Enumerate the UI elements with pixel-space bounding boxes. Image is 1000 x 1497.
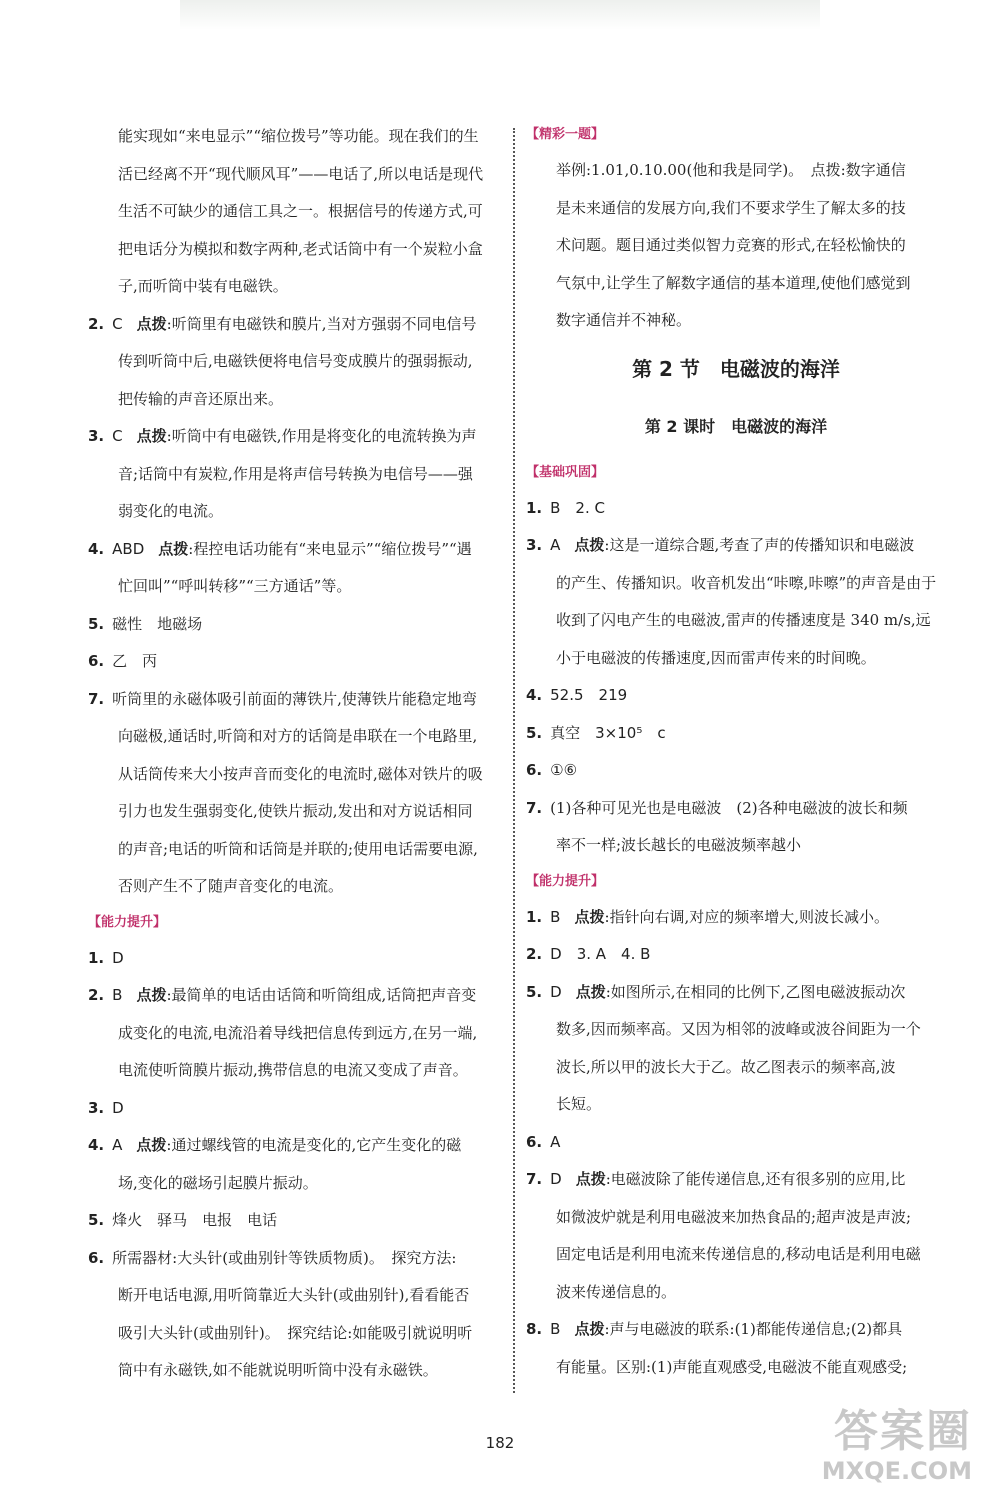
item-answer: 烽火 驿马 电报 电话 <box>112 1211 278 1229</box>
item-number: 3. <box>88 427 105 445</box>
watermark-logo: 答案圈 <box>834 1406 972 1457</box>
item-number: 6. <box>526 761 543 779</box>
answer-item <box>526 1124 946 1162</box>
item-answer: D <box>112 1098 124 1117</box>
item-text-line: 断开电话电源,用听筒靠近大头针(或曲别针),看看能否 <box>118 1286 470 1304</box>
item-text-line: 这是一道综合题,考查了声的传播知识和电磁波 <box>609 536 915 554</box>
item-number: 5. <box>526 982 543 1001</box>
item-text-line: 如图所示,在相同的比例下,乙图电磁波振动次 <box>610 982 906 1001</box>
watermark-url: MXQE.COM <box>821 1457 972 1485</box>
item-text-line: 收到了闪电产生的电磁波,雷声的传播速度是 340 m/s,远 <box>556 611 931 629</box>
answer-item <box>88 1202 506 1240</box>
item-text-line: 的声音;电话的听筒和话筒是并联的;使用电话需要电源, <box>118 839 478 858</box>
item-answer: A <box>550 1132 561 1151</box>
item-answer: D <box>550 982 562 1001</box>
text-line: 活已经离不开“现代顺风耳”——电话了,所以电话是现代 <box>118 164 484 183</box>
tip-colon: : <box>166 1136 172 1154</box>
text-line: 举例:1.01,0.10.00(他和我是同学)。 点拨:数字通信 <box>556 161 906 179</box>
answer-item <box>88 531 506 569</box>
answer-item <box>88 418 506 456</box>
item-answer: 52.5 219 <box>550 686 628 704</box>
text-line: 能实现如“来电显示”“缩位拨号”等功能。现在我们的生 <box>118 127 479 145</box>
item-text-line: 电流使听筒膜片振动,携带信息的电流又变成了声音。 <box>118 1061 468 1079</box>
item-answer: B <box>550 907 561 926</box>
text-line: 气氛中,让学生了解数字通信的基本道理,使他们感觉到 <box>556 273 911 292</box>
tip-label: 点拨 <box>574 1320 605 1338</box>
item-text-line: 程控电话功能有“来电显示”“缩位拨号”“遇 <box>193 539 472 558</box>
text-line: 术问题。题目通过类似智力竞赛的形式,在轻松愉快的 <box>556 236 906 254</box>
item-text-line: 率不一样;波长越长的电磁波频率越小 <box>556 836 802 854</box>
item-answer: B <box>550 1320 561 1338</box>
tip-label: 点拨 <box>574 536 605 554</box>
item-number: 2. <box>88 314 105 333</box>
item-text-line: 把传输的声音还原出来。 <box>118 389 284 408</box>
item-text-line: 小于电磁波的传播速度,因而雷声传来的时间晚。 <box>556 648 876 667</box>
tip-colon: : <box>188 539 194 558</box>
item-text-line: 从话筒传来大小按声音而变化的电流时,磁体对铁片的吸 <box>118 764 483 783</box>
item-text-line: 波来传递信息的。 <box>556 1282 677 1301</box>
item-answer: ①⑥ <box>550 761 578 779</box>
section-label: 【能力提升】 <box>526 873 605 889</box>
answer-item <box>88 940 506 978</box>
item-answer: C <box>112 314 123 333</box>
item-text-line: 吸引大头针(或曲别针)。 探究结论:如能吸引就说明听 <box>118 1323 473 1342</box>
lesson-title: 第 2 课时 电磁波的海洋 <box>644 416 828 436</box>
answer-item <box>526 936 946 974</box>
answer-item <box>88 1127 506 1165</box>
item-text-line: 如微波炉就是利用电磁波来加热食品的;超声波是声波; <box>556 1207 912 1226</box>
answer-item <box>88 977 506 1015</box>
item-number: 1. <box>526 907 543 926</box>
column-divider <box>513 128 515 1393</box>
answer-item <box>88 306 506 344</box>
text-line: 生活不可缺少的通信工具之一。根据信号的传递方式,可 <box>118 202 483 220</box>
tip-label: 点拨 <box>136 427 167 445</box>
item-answer: A <box>112 1136 123 1154</box>
item-answer: A <box>550 536 561 554</box>
item-answer: B 2. C <box>550 498 605 517</box>
answer-item <box>88 606 506 644</box>
tip-label: 点拨 <box>575 1170 606 1188</box>
item-number: 3. <box>88 1098 105 1117</box>
item-answer: D 3. A 4. B <box>550 945 651 963</box>
scan-smudge <box>180 0 820 30</box>
item-text-line: (1)各种可见光也是电磁波 (2)各种电磁波的波长和频 <box>550 798 908 817</box>
answer-item <box>88 681 506 719</box>
tip-label: 点拨 <box>574 907 605 926</box>
item-answer: 乙 丙 <box>112 652 158 670</box>
answer-item <box>526 715 946 753</box>
tip-colon: : <box>166 986 172 1004</box>
tip-colon: : <box>605 1170 611 1188</box>
item-number: 7. <box>526 1170 543 1188</box>
item-number: 5. <box>88 1211 105 1229</box>
item-answer: C <box>112 427 123 445</box>
item-text-line: 场,变化的磁场引起膜片振动。 <box>118 1173 318 1192</box>
item-answer: 真空 3×10⁵ c <box>550 723 666 742</box>
item-text-line: 筒中有永磁铁,如不能就说明听筒中没有永磁铁。 <box>118 1361 438 1379</box>
answer-item <box>526 1311 946 1349</box>
item-text-line: 听筒中有电磁铁,作用是将变化的电流转换为声 <box>171 427 477 445</box>
section-label: 【基础巩固】 <box>526 464 605 480</box>
item-answer: D <box>112 948 124 967</box>
item-answer: ABD <box>112 539 145 558</box>
item-answer: 磁性 地磁场 <box>112 614 203 633</box>
item-number: 5. <box>526 723 543 742</box>
text-line: 把电话分为模拟和数字两种,老式话筒中有一个炭粒小盒 <box>118 239 483 258</box>
item-text-line: 有能量。区别:(1)声能直观感受,电磁波不能直观感受; <box>556 1357 908 1376</box>
item-text-line: 电磁波除了能传递信息,还有很多别的应用,比 <box>610 1170 906 1188</box>
answer-item <box>526 490 946 528</box>
item-number: 8. <box>526 1320 543 1338</box>
item-number: 6. <box>88 652 105 670</box>
left-column <box>88 118 506 1390</box>
tip-label: 点拨 <box>136 1136 167 1154</box>
text-line: 数字通信并不神秘。 <box>556 311 692 329</box>
item-text-line: 最简单的电话由话筒和听筒组成,话筒把声音变 <box>171 986 477 1004</box>
answer-item <box>526 1161 946 1199</box>
item-answer: B <box>112 986 123 1004</box>
tip-label: 点拨 <box>575 982 606 1001</box>
text-line: 是未来通信的发展方向,我们不要求学生了解太多的技 <box>556 198 906 217</box>
item-number: 7. <box>526 798 543 817</box>
item-number: 1. <box>526 498 543 517</box>
answer-item <box>526 790 946 828</box>
item-number: 2. <box>88 986 105 1004</box>
item-text-line: 声与电磁波的联系:(1)都能传递信息;(2)都具 <box>609 1320 903 1338</box>
item-text-line: 成变化的电流,电流沿着导线把信息传到远方,在另一端, <box>118 1023 478 1042</box>
item-text-line: 音;话筒中有炭粒,作用是将声信号转换为电信号——强 <box>118 464 473 483</box>
item-answer: D <box>550 1170 562 1188</box>
section-label: 【能力提升】 <box>88 914 167 930</box>
answer-item <box>88 1240 506 1278</box>
tip-colon: : <box>605 982 611 1001</box>
item-text-line: 向磁极,通话时,听筒和对方的话筒是串联在一个电路里, <box>118 727 478 745</box>
item-text-line: 弱变化的电流。 <box>118 502 224 520</box>
tip-label: 点拨 <box>158 539 189 558</box>
item-text-line: 长短。 <box>556 1095 602 1113</box>
right-column <box>526 118 946 1386</box>
tip-colon: : <box>604 907 610 926</box>
tip-colon: : <box>166 314 172 333</box>
tip-colon: : <box>604 1320 610 1338</box>
item-text-line: 数多,因而频率高。又因为相邻的波峰或波谷间距为一个 <box>556 1020 921 1038</box>
item-number: 5. <box>88 614 105 633</box>
answer-item <box>526 899 946 937</box>
item-number: 4. <box>88 539 105 558</box>
answer-item <box>526 752 946 790</box>
tip-colon: : <box>604 536 610 554</box>
item-text-line: 所需器材:大头针(或曲别针等铁质物质)。 探究方法: <box>112 1248 457 1267</box>
item-text-line: 固定电话是利用电流来传递信息的,移动电话是利用电磁 <box>556 1245 921 1263</box>
answer-item <box>526 527 946 565</box>
tip-label: 点拨 <box>136 986 167 1004</box>
page-number: 182 <box>485 1434 515 1452</box>
item-text-line: 听筒里有电磁铁和膜片,当对方强弱不同电信号 <box>171 314 477 333</box>
item-number: 4. <box>88 1136 105 1154</box>
answer-item <box>526 677 946 715</box>
tip-colon: : <box>166 427 172 445</box>
text-line: 子,而听筒中装有电磁铁。 <box>118 277 288 295</box>
item-text-line: 传到听筒中后,电磁铁便将电信号变成膜片的强弱振动, <box>118 352 473 370</box>
item-text-line: 否则产生不了随声音变化的电流。 <box>118 877 344 895</box>
item-text-line: 的产生、传播知识。收音机发出“咔嚓,咔嚓”的声音是由于 <box>556 573 937 592</box>
section-title: 第 2 节 电磁波的海洋 <box>632 356 840 381</box>
section-label: 【精彩一题】 <box>526 127 605 142</box>
item-number: 6. <box>526 1132 543 1151</box>
answer-item <box>88 1090 506 1128</box>
item-text-line: 忙回叫”“呼叫转移”“三方通话”等。 <box>118 577 352 595</box>
answer-item <box>526 974 946 1012</box>
watermark <box>752 1395 972 1485</box>
item-number: 6. <box>88 1248 105 1267</box>
item-number: 4. <box>526 686 543 704</box>
tip-label: 点拨 <box>136 314 167 333</box>
item-text-line: 引力也发生强弱变化,使铁片振动,发出和对方说话相同 <box>118 802 473 820</box>
item-text-line: 通过螺线管的电流是变化的,它产生变化的磁 <box>171 1136 462 1154</box>
item-number: 7. <box>88 689 105 708</box>
item-text-line: 听筒里的永磁体吸引前面的薄铁片,使薄铁片能稳定地弯 <box>112 689 477 708</box>
item-text-line: 指针向右调,对应的频率增大,则波长减小。 <box>609 907 890 926</box>
item-number: 1. <box>88 948 105 967</box>
item-number: 3. <box>526 536 543 554</box>
answer-item <box>88 643 506 681</box>
item-number: 2. <box>526 945 543 963</box>
item-text-line: 波长,所以甲的波长大于乙。故乙图表示的频率高,波 <box>556 1057 896 1076</box>
